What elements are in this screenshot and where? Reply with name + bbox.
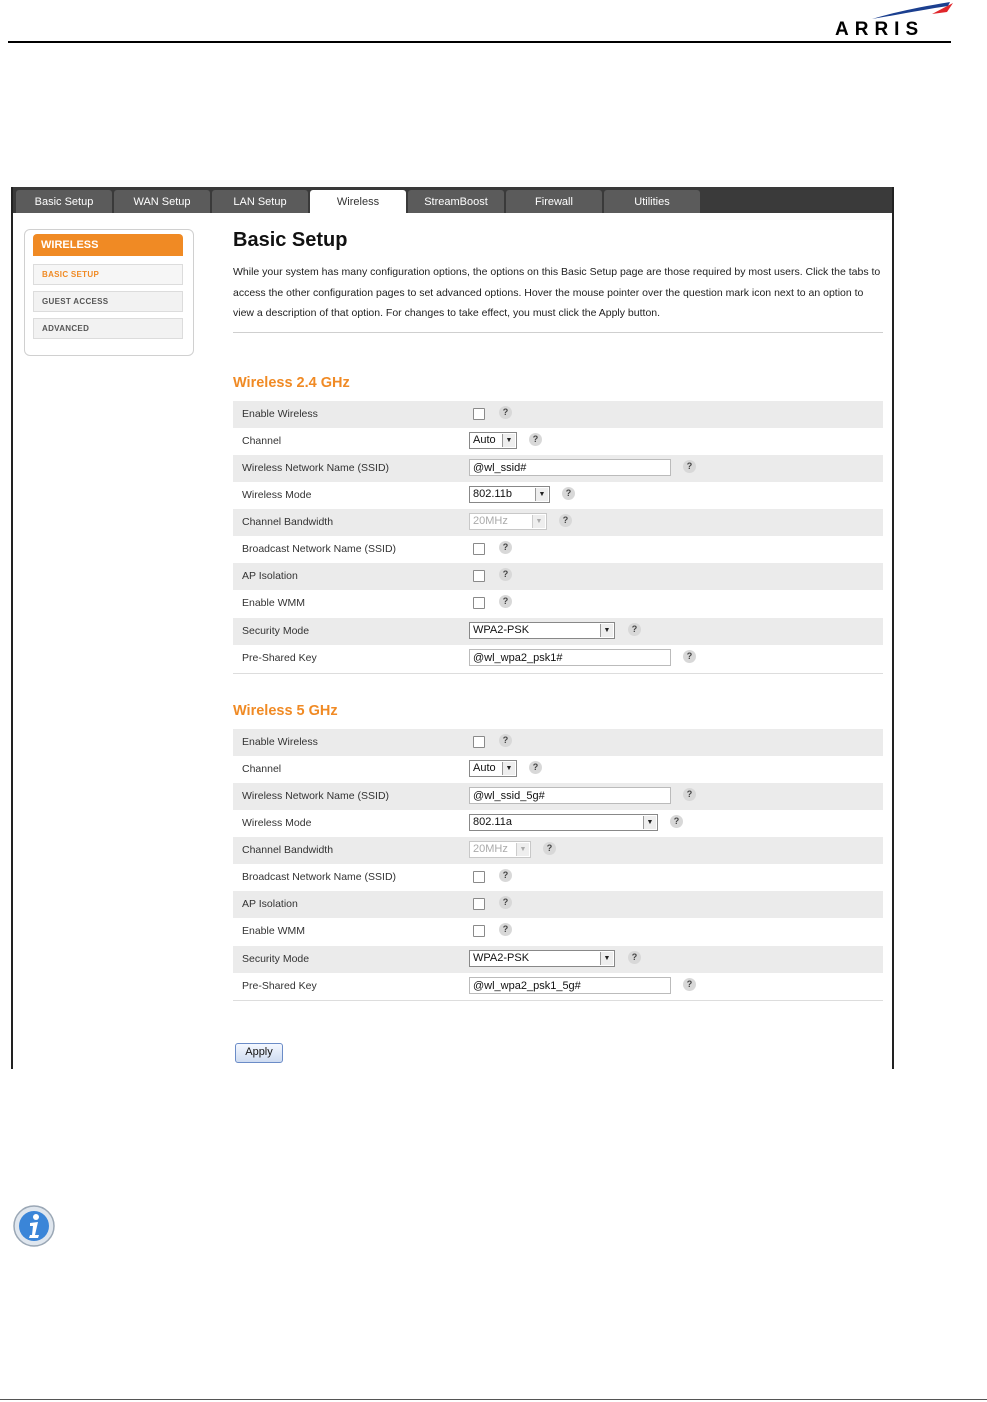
label-wireless-mode: Wireless Mode bbox=[242, 489, 312, 501]
label-channel-bandwidth: Channel Bandwidth bbox=[242, 844, 334, 856]
row-channel-bandwidth bbox=[233, 509, 883, 536]
enable-wireless-checkbox[interactable] bbox=[473, 736, 485, 748]
help-icon[interactable]: ? bbox=[499, 869, 512, 882]
help-icon[interactable]: ? bbox=[628, 623, 641, 636]
pre-shared-key-input[interactable]: @wl_wpa2_psk1# bbox=[469, 649, 671, 666]
help-icon[interactable]: ? bbox=[683, 978, 696, 991]
label-ap-isolation: AP Isolation bbox=[242, 570, 298, 582]
row-pre-shared-key bbox=[233, 973, 883, 1000]
sidebar bbox=[24, 229, 194, 356]
section-title-5ghz: Wireless 5 GHz bbox=[233, 703, 338, 719]
row-wireless-mode bbox=[233, 810, 883, 837]
chevron-down-icon: ▼ bbox=[600, 624, 613, 637]
enable-wireless-checkbox[interactable] bbox=[473, 408, 485, 420]
help-icon[interactable]: ? bbox=[499, 406, 512, 419]
help-icon[interactable]: ? bbox=[559, 514, 572, 527]
intro-text: While your system has many configuration options, the options on this Basic Setup page are those required by most users. Click the tabs to access the other configuration pages to set advanced options. Hover the mouse pointer over the question mark icon next to an option to view a description of that option. For changes to take effect, you must click the Apply button. bbox=[233, 266, 881, 319]
label-ssid: Wireless Network Name (SSID) bbox=[242, 462, 390, 474]
row-enable-wireless bbox=[233, 729, 883, 756]
tab-utilities[interactable]: Utilities bbox=[604, 190, 700, 213]
tab-lan-setup[interactable]: LAN Setup bbox=[212, 190, 308, 213]
help-icon[interactable]: ? bbox=[499, 923, 512, 936]
row-ssid bbox=[233, 783, 883, 810]
help-icon[interactable]: ? bbox=[562, 487, 575, 500]
label-enable-wmm: Enable WMM bbox=[242, 597, 306, 609]
ap-isolation-checkbox[interactable] bbox=[473, 570, 485, 582]
row-channel bbox=[233, 428, 883, 455]
label-security-mode: Security Mode bbox=[242, 953, 310, 965]
label-ap-isolation: AP Isolation bbox=[242, 898, 298, 910]
broadcast-ssid-checkbox[interactable] bbox=[473, 543, 485, 555]
tab-basic-setup[interactable]: Basic Setup bbox=[16, 190, 112, 213]
chevron-down-icon: ▼ bbox=[532, 515, 545, 528]
row-ssid bbox=[233, 455, 883, 482]
label-enable-wireless: Enable Wireless bbox=[242, 408, 318, 420]
label-broadcast-ssid: Broadcast Network Name (SSID) bbox=[242, 871, 397, 883]
enable-wmm-checkbox[interactable] bbox=[473, 597, 485, 609]
apply-button[interactable]: Apply bbox=[235, 1043, 283, 1063]
row-enable-wmm bbox=[233, 590, 883, 617]
row-channel-bandwidth bbox=[233, 837, 883, 864]
help-icon[interactable]: ? bbox=[499, 595, 512, 608]
help-icon[interactable]: ? bbox=[499, 896, 512, 909]
label-broadcast-ssid: Broadcast Network Name (SSID) bbox=[242, 543, 397, 555]
ssid-input[interactable]: @wl_ssid_5g# bbox=[469, 787, 671, 804]
row-security-mode bbox=[233, 618, 883, 645]
arris-logo bbox=[832, 0, 954, 42]
wireless-mode-select[interactable]: 802.11a ▼ bbox=[469, 814, 658, 831]
chevron-down-icon: ▼ bbox=[502, 434, 515, 447]
label-security-mode: Security Mode bbox=[242, 625, 310, 637]
info-icon bbox=[12, 1204, 56, 1248]
tab-firewall[interactable]: Firewall bbox=[506, 190, 602, 213]
channel-select[interactable]: Auto ▼ bbox=[469, 760, 517, 777]
security-mode-select[interactable]: WPA2-PSK ▼ bbox=[469, 950, 615, 967]
divider bbox=[233, 332, 883, 333]
section-title-2-4ghz: Wireless 2.4 GHz bbox=[233, 375, 350, 391]
row-ap-isolation bbox=[233, 891, 883, 918]
footer-rule bbox=[0, 1399, 987, 1400]
row-security-mode bbox=[233, 946, 883, 973]
row-enable-wmm bbox=[233, 918, 883, 945]
page-title: Basic Setup bbox=[233, 229, 348, 251]
label-ssid: Wireless Network Name (SSID) bbox=[242, 790, 390, 802]
help-icon[interactable]: ? bbox=[543, 842, 556, 855]
help-icon[interactable]: ? bbox=[683, 788, 696, 801]
row-ap-isolation bbox=[233, 563, 883, 590]
row-broadcast-ssid bbox=[233, 864, 883, 891]
sidebar-item-guest-access[interactable]: GUEST ACCESS bbox=[33, 291, 183, 312]
help-icon[interactable]: ? bbox=[628, 951, 641, 964]
channel-bandwidth-select: 20MHz ▼ bbox=[469, 841, 531, 858]
enable-wmm-checkbox[interactable] bbox=[473, 925, 485, 937]
sidebar-item-advanced[interactable]: ADVANCED bbox=[33, 318, 183, 339]
tab-wan-setup[interactable]: WAN Setup bbox=[114, 190, 210, 213]
sidebar-item-basic-setup[interactable]: BASIC SETUP bbox=[33, 264, 183, 285]
logo-wordmark: ARRIS bbox=[835, 19, 925, 40]
pre-shared-key-input[interactable]: @wl_wpa2_psk1_5g# bbox=[469, 977, 671, 994]
row-enable-wireless bbox=[233, 401, 883, 428]
chevron-down-icon: ▼ bbox=[600, 952, 613, 965]
label-enable-wireless: Enable Wireless bbox=[242, 736, 318, 748]
help-icon[interactable]: ? bbox=[499, 734, 512, 747]
label-channel: Channel bbox=[242, 763, 282, 775]
label-enable-wmm: Enable WMM bbox=[242, 925, 306, 937]
broadcast-ssid-checkbox[interactable] bbox=[473, 871, 485, 883]
help-icon[interactable]: ? bbox=[529, 433, 542, 446]
divider bbox=[233, 1000, 883, 1001]
router-ui-frame bbox=[11, 187, 894, 1069]
label-wireless-mode: Wireless Mode bbox=[242, 817, 312, 829]
chevron-down-icon: ▼ bbox=[643, 816, 656, 829]
sidebar-heading: WIRELESS bbox=[33, 234, 183, 256]
wireless-mode-select[interactable]: 802.11b ▼ bbox=[469, 486, 550, 503]
help-icon[interactable]: ? bbox=[670, 815, 683, 828]
help-icon[interactable]: ? bbox=[499, 568, 512, 581]
help-icon[interactable]: ? bbox=[529, 761, 542, 774]
chevron-down-icon: ▼ bbox=[535, 488, 548, 501]
row-channel bbox=[233, 756, 883, 783]
channel-bandwidth-select: 20MHz ▼ bbox=[469, 513, 547, 530]
header-rule bbox=[8, 41, 951, 43]
security-mode-select[interactable]: WPA2-PSK ▼ bbox=[469, 622, 615, 639]
label-pre-shared-key: Pre-Shared Key bbox=[242, 980, 317, 992]
divider bbox=[233, 673, 883, 674]
label-pre-shared-key: Pre-Shared Key bbox=[242, 652, 317, 664]
row-pre-shared-key bbox=[233, 645, 883, 672]
row-wireless-mode bbox=[233, 482, 883, 509]
help-icon[interactable]: ? bbox=[499, 541, 512, 554]
help-icon[interactable]: ? bbox=[683, 650, 696, 663]
label-channel: Channel bbox=[242, 435, 282, 447]
help-icon[interactable]: ? bbox=[683, 460, 696, 473]
tab-wireless[interactable]: Wireless bbox=[310, 190, 406, 213]
chevron-down-icon: ▼ bbox=[502, 762, 515, 775]
channel-select[interactable]: Auto ▼ bbox=[469, 432, 517, 449]
row-broadcast-ssid bbox=[233, 536, 883, 563]
tab-bar bbox=[13, 187, 892, 213]
label-channel-bandwidth: Channel Bandwidth bbox=[242, 516, 334, 528]
ssid-input[interactable]: @wl_ssid# bbox=[469, 459, 671, 476]
tab-streamboost[interactable]: StreamBoost bbox=[408, 190, 504, 213]
chevron-down-icon: ▼ bbox=[516, 843, 529, 856]
ap-isolation-checkbox[interactable] bbox=[473, 898, 485, 910]
